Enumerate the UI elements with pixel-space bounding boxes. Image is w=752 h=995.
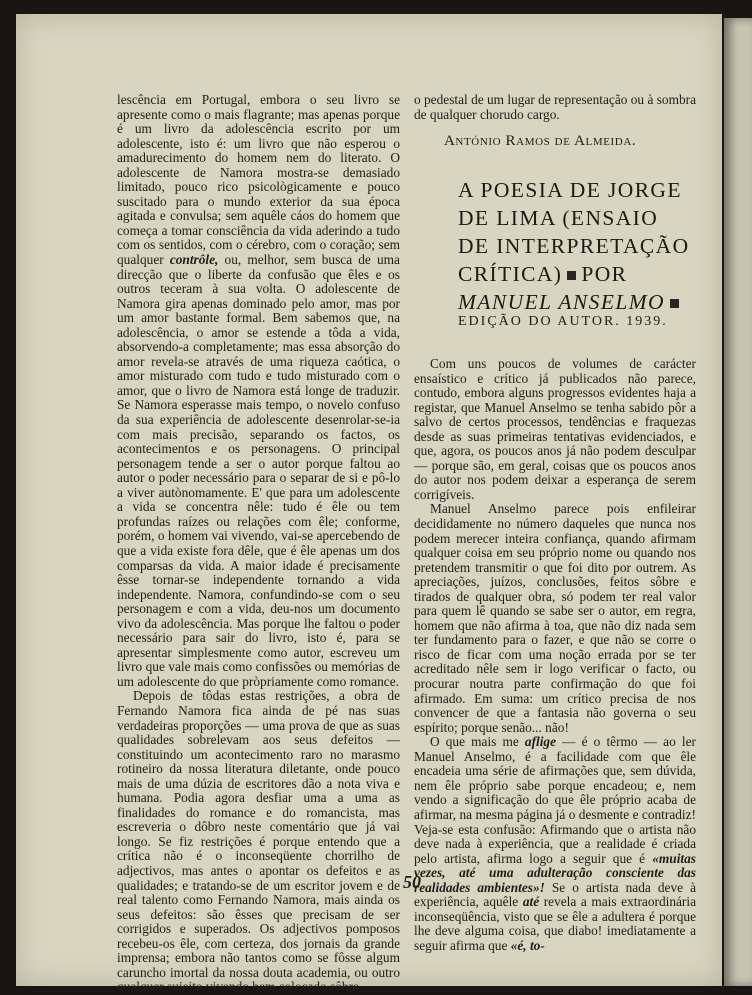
review-book-author: MANUEL ANSELMO bbox=[458, 290, 665, 314]
right-p3-emphasis-2: até bbox=[522, 894, 540, 910]
review-heading bbox=[458, 176, 694, 316]
page-number: 50 bbox=[403, 872, 421, 892]
author-signature-text: António Ramos de Almeida. bbox=[444, 133, 637, 149]
review-author-signature bbox=[444, 133, 694, 150]
right-p3-c: Se o artista nada deve à experiência, aquêle bbox=[414, 879, 696, 910]
square-bullet-icon bbox=[567, 271, 576, 280]
right-p3-d: revela a mais extraordinária inconseqüência, visto que se êle a adultera é porque lhe deve alguma coisa, que diabo! imediatamente a seguir afirma que bbox=[414, 894, 696, 953]
left-p1-text: lescência em Portugal, embora o seu livro se apresente como o mais flagrante; mas apenas porque é um livro da adolescência escrito por um adolescente, isto é: um livro que não esperou o amadurecimento do homem nem do literato. O adolescente de Namora mostra-se demasiado limitado, pouco rico psicològicamente e pouco suscitado para o mundo exterior da sua época agitada e convulsa; sem aquêle cáos do homem que começa a tomar consciência da vida aderindo a tudo com os sentidos, com o cérebro, com o coração; sem qualquer bbox=[117, 92, 400, 268]
right-p3-quote: «muitas vezes, até uma adulteração consciente das realidades ambientes»! bbox=[414, 850, 696, 895]
review-book-title: A POESIA DE JORGE DE LIMA (ENSAIO DE INTERPRETAÇÃO CRÍTICA) bbox=[458, 178, 690, 286]
right-p3-emphasis-1: aflige bbox=[524, 734, 557, 750]
review-by-word: POR bbox=[581, 262, 628, 286]
left-paragraph-1 bbox=[117, 93, 400, 689]
right-intro: o pedestal de um lugar de representação ou à sombra de qualquer chorudo cargo. bbox=[414, 92, 696, 122]
right-paragraph-3 bbox=[414, 735, 696, 953]
right-p3-b: — é o têrmo — ao ler Manuel Anselmo, é a facilidade com que êle encadeia uma série de afirmações que, sem dúvida, nem êle próprio sabe porque encadeou; e, nem vendo a significação do que êle próprio acaba de afirmar, na mesma página já o desmente e contradiz! Veja-se esta confusão: Afirmando que o artista não deve nada à experiência, que a realidade é criada pelo artista, afirma logo a seguir que é bbox=[414, 734, 696, 866]
left-paragraph-2: Depois de tôdas estas restrições, a obra de Fernando Namora fica ainda de pé nas suas verdadeiras proporções — uma prova de que as suas qualidades sobrelevam aos seus defeitos — constituindo um acontecimento raro no marasmo rotineiro da nossa literatura diletante, onde pouco mais de uma dúzia de escritores dão a nota viva e humana. Podia agora desfiar uma a uma as finalidades do romance e do romancista, mas escreveria o dôbro neste comentário que já vai longo. Se fiz restrições é porque entendo que a crítica não é o inconseqüente chorrilho de adjectivos, mas antes o apontar os defeitos e as qualidades; e tratando-se de um escritor jovem e de real talento como Fernando Namora, mais ainda os seus defeitos: são êsses que precisam de ser corrigidos e superados. Os adjectivos pomposos recebeu-os êle, com certeza, dos jornais da grande imprensa; embora não tantos como se fôsse algum caruncho imortal da nossa douta academia, ou outro qualquer sujeito vivendo bem colocado sôbre bbox=[117, 688, 400, 995]
left-p1-emphasis: contrôle, bbox=[169, 252, 219, 268]
right-p3-emphasis-3: «é, to- bbox=[510, 937, 545, 953]
right-paragraph-1: Com uns poucos de volumes de carácter ensaístico e crítico já publicados não parece, contudo, embora alguns progressos evidentes haja a registar, que Manuel Anselmo se tenha sabido pôr a salvo de certos processos, tendências e fraquezas desde as suas primeiras tentativas evidenciados, e que, agora, os poucos anos já não podem desculpar — porque são, em geral, coisas que os poucos anos do autor nos podem deixar a esperança de serem corrigíveis. bbox=[414, 356, 696, 502]
right-p3-a: O que mais me bbox=[430, 734, 525, 750]
square-bullet-icon bbox=[670, 299, 679, 308]
right-column bbox=[414, 93, 696, 122]
facing-page-edge bbox=[724, 18, 752, 986]
right-column-review-body bbox=[414, 357, 696, 953]
right-paragraph-2: Manuel Anselmo parece pois enfileirar decididamente no número daqueles que nunca nos podem merecer inteira confiança, quando afirmam qualquer coisa em seu próprio nome ou quando nos pretendem transmitir o que foi dito por outrem. As apreciações, juízos, conclusões, feitos sôbre e tirados de qualquer obra, só podem ter real valor para quem lê quando se sabe ser o autor, em regra, homem que não afirma à toa, que não diz nada sem ter fundamento para o fazer, e que não se corre o risco de ficar com uma noção errada por se ter acreditado nêle sem ir logo verificar o facto, ou procurar noutra parte confirmação do que foi afirmado. Em suma: um crítico precisa de nos convencer de que a fantasia não governa o seu espírito; porque senão... não! bbox=[414, 501, 696, 735]
review-edition-line: EDIÇÃO DO AUTOR. 1939. bbox=[458, 314, 668, 329]
left-column bbox=[117, 93, 400, 995]
left-p1-rest: ou, melhor, sem busca de uma direcção que o liberte da confusão que êles e os outros teceram à sua volta. O adolescente de Namora gira apenas dominado pelo amor, mas por um amor bastante formal. Bem sabemos que, na adolescência, o amor se estende a tôda a vida, absorvendo-a completamente; mas essa absorção do amor revela-se através de uma riqueza caótica, o amor misturado com tudo e tudo misturado com o amor, que o livro de Namora está longe de traduzir. Se Namora esperasse mais tempo, o novelo confuso da sua experiência de adolescente desenrolar-se-ia com mais precisão, separando os factos, os acontecimentos e os personagens. O principal personagem tende a ser o autor porque faltou ao autor o poder necessário para o separar de si e pô-lo a viver autònomamente. E' que para um adolescente a vida se concentra nêle: tudo é êle ou tem profundas raízes ou relações com êle; conforme, porém, o homem vai vivendo, vai-se apercebendo de que a vida existe fora dêle, que é êle apenas um dos comparsas da vida. A maior idade é precisamente êsse tornar-se independente tornando a vida independente. Namora, confundindo-se com o seu personagem e com a vida, deu-nos um documento vivo da adolescência. Mas porque lhe faltou o poder necessário para sair do livro, isto é, para se apresentar simplesmente como autor, escreveu um livro que vale mais como confissões ou memórias de um adolescente do que pròpriamente como romance. bbox=[117, 252, 400, 689]
